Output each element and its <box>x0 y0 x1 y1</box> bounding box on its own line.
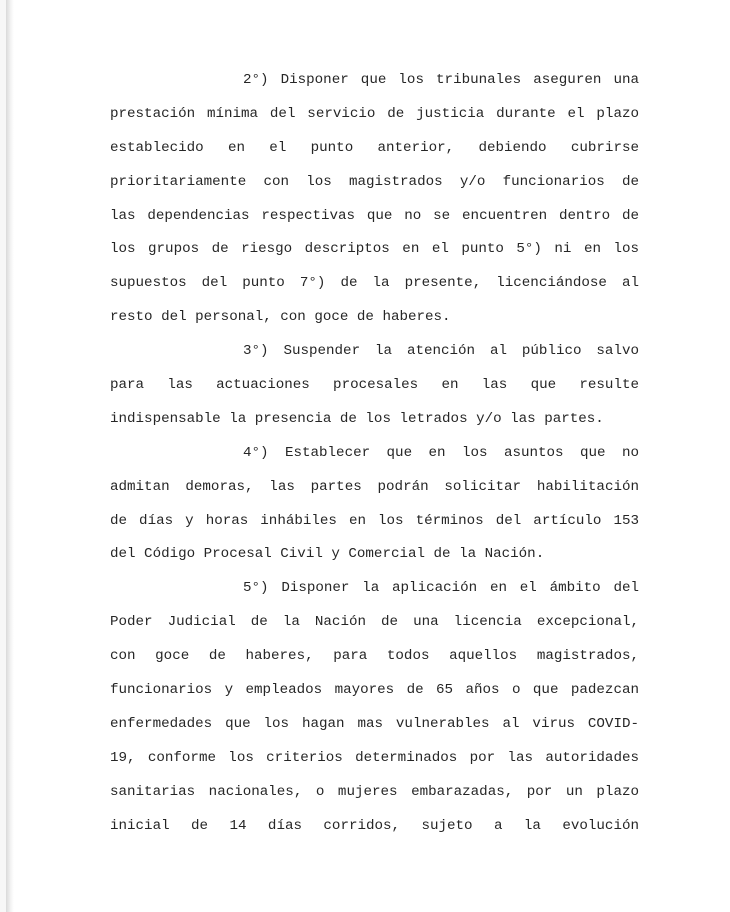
text-line: prestación mínima del servicio de justicia durante el plazo <box>110 105 639 122</box>
text-line: enfermedades que los hagan mas vulnerables al virus COVID- <box>110 715 639 732</box>
text-line: funcionarios y empleados mayores de 65 años o que padezcan <box>110 682 639 699</box>
text-line: las dependencias respectivas que no se encuentren dentro de <box>110 207 639 224</box>
text-line: indispensable la presencia de los letrados y/o las partes. <box>110 410 604 427</box>
text-line: los grupos de riesgo descriptos en el punto 5°) ni en los <box>110 241 639 258</box>
text-line: inicial de 14 días corridos, sujeto a la evolución <box>110 817 639 834</box>
text-line: de días y horas inhábiles en los términos del artículo 153 <box>110 512 639 529</box>
paragraph-4 <box>110 437 639 573</box>
page-edge-shadow <box>6 0 14 912</box>
text-line: con goce de haberes, para todos aquellos magistrados, <box>110 648 639 665</box>
document-body <box>110 64 639 843</box>
text-line: 19, conforme los criterios determinados por las autoridades <box>110 749 639 766</box>
text-line: establecido en el punto anterior, debiendo cubrirse <box>110 139 639 156</box>
text-line: para las actuaciones procesales en las que resulte <box>110 377 639 394</box>
text-line: 5°) Disponer la aplicación en el ámbito del <box>243 580 639 597</box>
text-line: del Código Procesal Civil y Comercial de la Nación. <box>110 546 545 563</box>
text-line: resto del personal, con goce de haberes. <box>110 309 451 326</box>
paragraph-5 <box>110 572 639 843</box>
paragraph-3 <box>110 335 639 437</box>
text-line: 2°) Disponer que los tribunales aseguren una <box>243 72 639 88</box>
text-line: 3°) Suspender la atención al público salvo <box>243 343 639 360</box>
text-line: Poder Judicial de la Nación de una licencia excepcional, <box>110 614 639 631</box>
text-line: supuestos del punto 7°) de la presente, licenciándose al <box>110 275 639 292</box>
document-page <box>6 0 730 912</box>
text-line: sanitarias nacionales, o mujeres embarazadas, por un plazo <box>110 783 639 800</box>
text-line: prioritariamente con los magistrados y/o funcionarios de <box>110 173 639 190</box>
text-line: 4°) Establecer que en los asuntos que no <box>243 444 639 461</box>
paragraph-2 <box>110 64 639 335</box>
text-line: admitan demoras, las partes podrán solicitar habilitación <box>110 478 639 495</box>
